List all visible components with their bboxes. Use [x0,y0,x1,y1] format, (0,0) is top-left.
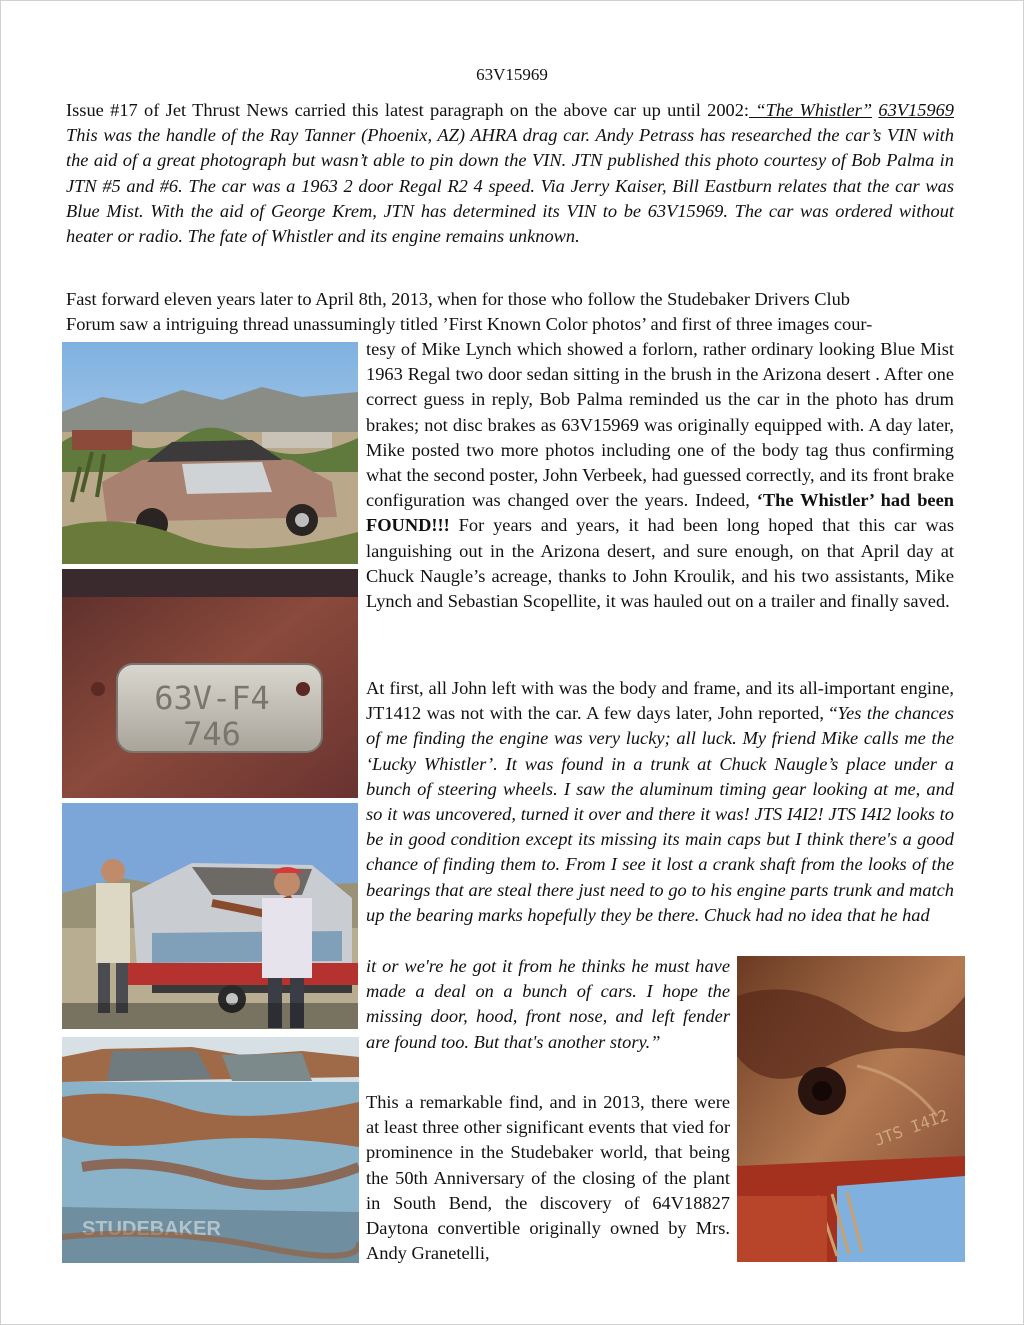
intro-body: This was the handle of the Ray Tanner (Phoenix, AZ) AHRA drag car. Andy Petrass has researched the car’s VIN with the aid of a great photograph but wasn’t able to pin down the VIN. JTN published this photo courtesy of Bob Palma in JTN #5 and #6. The car was a 1963 2 door Regal R2 4 speed. Via Jerry Kaiser, Bill Eastburn relates that the car was Blue Mist. With the aid of George Krem, JTN has determined its VIN to be 63V15969. The car was ordered without heater or radio. The fate of Whistler and its engine remains unknown. [66,125,954,247]
para3-quote-continued: it or we're he got it from he thinks he must have made a deal on a bunch of cars. I hope the missing door, hood, front nose, and left fender are found too. But that's another story.” [366,956,730,1052]
body-tag-line1: 63V-F4 [154,679,270,717]
photo-rusty-door [62,1037,359,1263]
door-lettering: STUDEBAKER [82,1218,221,1240]
intro-paragraph [66,98,954,249]
para4: This a remarkable find, and in 2013, there were at least three other significant events that vied for prominence in the Studebaker world, that being the 50th Anniversary of the closing of the plant in South Bend, the discovery of 64V18827 Daytona convertible originally owned by Mrs. Andy Granetelli, [366,1092,730,1264]
para2-line2: Forum saw a intriguing thread unassumingly titled ’First Known Color photos’ and first of three images cour- [66,314,873,334]
para2-column: tesy of Mike Lynch which showed a forlorn, rather ordinary looking Blue Mist 1963 Regal two door sedan sitting in the brush in the Arizona desert . After one correct guess in reply, Bob Palma reminded us the car in the photo has drum brakes; not disc brakes as 63V15969 was originally equipped with. A day later, Mike posted two more photos including one of the body tag thus confirming what the second poster, John Verbeek, had guessed correctly, and its front brake configuration was changed over the years. Indeed, ‘The Whistler’ had been FOUND!!! For years and years, it had been long hoped that this car was languishing out in the Arizona desert, and sure enough, on that April day at Chuck Naugle’s acreage, thanks to John Kroulik, and his two assistants, Mike Lynch and Sebastian Scopellite, it was hauled out on a trailer and finally saved. [366,339,954,612]
vin-link: 63V15969 [878,100,954,120]
photo-body-tag [62,569,358,798]
page-title: 63V15969 [476,65,548,84]
john-quote: Yes the chances of me finding the engine was very lucky; all luck. My friend Mike calls me the ‘Lucky Whistler’. It was found in a trunk at Chuck Naugle’s place under a bunch of steering wheels. I saw the aluminum timing gear looking at me, and so it was uncovered, turned it over and there it was! JTS I4I2! JTS I4I2 looks to be in good condition except its missing its main caps but I think there's a good chance of finding them to. From I see it lost a crank shaft from the looks of the bearings that are steal there just need to go to his engine parts trunk and match up the bearing marks hopefully they be there. Chuck had no idea that he had [366,703,954,925]
photo-car-in-desert [62,342,358,564]
whistler-quoted-name: “The Whistler” [749,100,873,120]
para3-column: At first, all John left with was the body and frame, and its all-important engine, JT1412 was not with the car. A few days later, John reported, “Yes the chances of me finding the engine was very lucky; all luck. My friend Mike calls me the ‘Lucky Whistler’. It was found in a trunk at Chuck Naugle’s place under a bunch of steering wheels. I saw the aluminum timing gear looking at me, and so it was uncovered, turned it over and there it was! JTS I4I2! JTS I4I2 looks to be in good condition except its missing its main caps but I think there's a good chance of finding them to. From I see it lost a crank shaft from the looks of the bearings that are steal there just need to go to his engine parts trunk and match up the bearing marks hopefully they be there. Chuck had no idea that he had [366,678,954,925]
photo-men-with-car [62,803,358,1029]
para2-line1: Fast forward eleven years later to April 8th, 2013, when for those who follow the Studebaker Drivers Club [66,289,850,309]
intro-lead: Issue #17 of Jet Thrust News carried this latest paragraph on the above car up until 2002: [66,100,750,120]
engine-stamp-text: JTS I4I2 [871,1105,951,1150]
photo-engine-stamp [737,956,965,1262]
found-announcement: ‘The Whistler’ had been FOUND!!! [366,490,954,536]
body-tag-line2: 746 [183,715,241,753]
